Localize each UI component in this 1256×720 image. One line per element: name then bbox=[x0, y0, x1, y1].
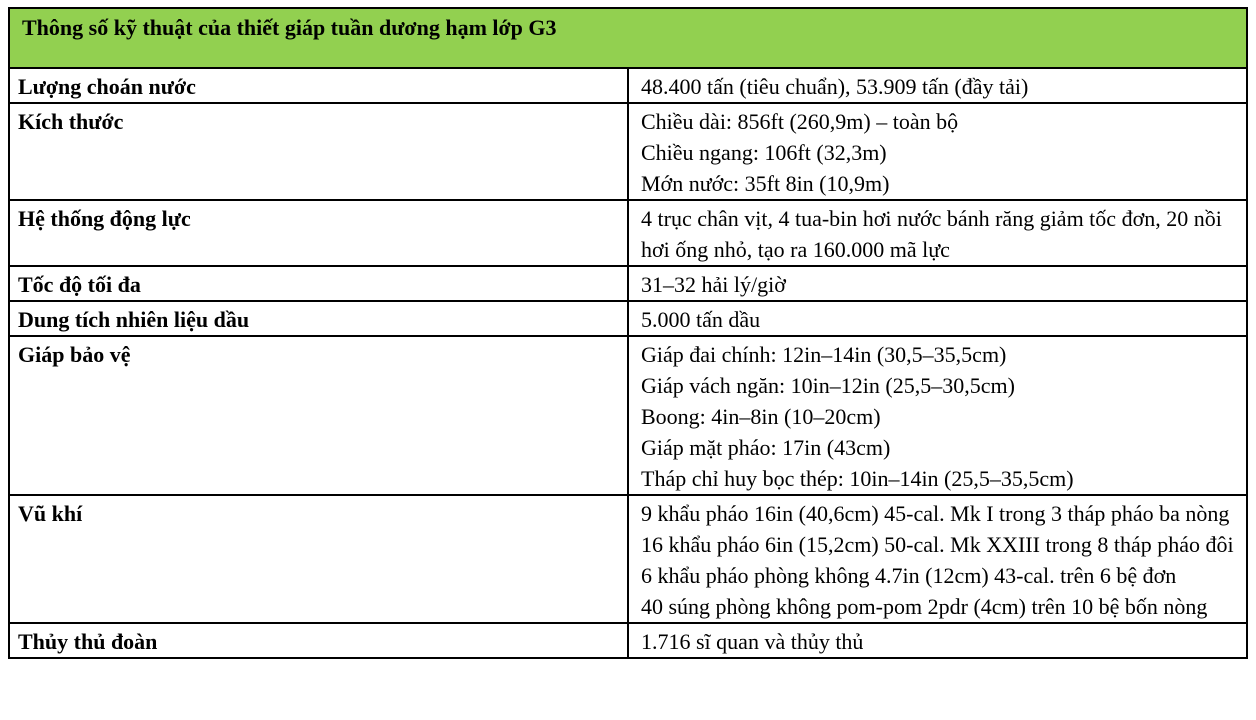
spec-value-line: 31–32 hải lý/giờ bbox=[641, 272, 786, 297]
spec-value-line: Tháp chỉ huy bọc thép: 10in–14in (25,5–35,5cm) bbox=[641, 466, 1074, 491]
spec-value-line: 48.400 tấn (tiêu chuẩn), 53.909 tấn (đầy tải) bbox=[641, 74, 1029, 99]
spec-label-dimensions: Kích thước bbox=[9, 103, 628, 200]
table-row bbox=[9, 495, 1247, 623]
table-row bbox=[9, 200, 1247, 266]
spec-value-line: Giáp mặt pháo: 17in (43cm) bbox=[641, 435, 891, 460]
spec-value-fuel-capacity bbox=[628, 301, 1247, 336]
spec-label-fuel-capacity: Dung tích nhiên liệu dầu bbox=[9, 301, 628, 336]
spec-value-line: 40 súng phòng không pom-pom 2pdr (4cm) trên 10 bệ bốn nòng bbox=[641, 594, 1208, 619]
table-row bbox=[9, 266, 1247, 301]
title-row bbox=[9, 8, 1247, 68]
spec-value-armor bbox=[628, 336, 1247, 495]
spec-value-dimensions bbox=[628, 103, 1247, 200]
table-row bbox=[9, 301, 1247, 336]
spec-value-max-speed bbox=[628, 266, 1247, 301]
table-row bbox=[9, 336, 1247, 495]
spec-value-line: 1.716 sĩ quan và thủy thủ bbox=[641, 629, 864, 654]
table-title: Thông số kỹ thuật của thiết giáp tuần dương hạm lớp G3 bbox=[9, 8, 1247, 68]
spec-label-crew: Thủy thủ đoàn bbox=[9, 623, 628, 658]
spec-label-armament: Vũ khí bbox=[9, 495, 628, 623]
spec-label-max-speed: Tốc độ tối đa bbox=[9, 266, 628, 301]
spec-value-line: 4 trục chân vịt, 4 tua-bin hơi nước bánh răng giảm tốc đơn, 20 nồi hơi ống nhỏ, tạo ra 160.000 mã lực bbox=[641, 206, 1222, 262]
table-row bbox=[9, 623, 1247, 658]
spec-value-line: 5.000 tấn dầu bbox=[641, 307, 761, 332]
spec-value-armament bbox=[628, 495, 1247, 623]
specifications-table bbox=[8, 7, 1248, 659]
spec-value-line: 9 khẩu pháo 16in (40,6cm) 45-cal. Mk I trong 3 tháp pháo ba nòng bbox=[641, 501, 1230, 526]
spec-value-displacement bbox=[628, 68, 1247, 103]
spec-label-propulsion: Hệ thống động lực bbox=[9, 200, 628, 266]
table-row bbox=[9, 103, 1247, 200]
spec-value-propulsion bbox=[628, 200, 1247, 266]
spec-value-line: 6 khẩu pháo phòng không 4.7in (12cm) 43-cal. trên 6 bệ đơn bbox=[641, 563, 1177, 588]
spec-value-crew bbox=[628, 623, 1247, 658]
spec-label-displacement: Lượng choán nước bbox=[9, 68, 628, 103]
spec-value-line: Mớn nước: 35ft 8in (10,9m) bbox=[641, 171, 890, 196]
spec-value-line: 16 khẩu pháo 6in (15,2cm) 50-cal. Mk XXIII trong 8 tháp pháo đôi bbox=[641, 532, 1234, 557]
spec-value-line: Boong: 4in–8in (10–20cm) bbox=[641, 404, 881, 429]
spec-value-line: Giáp đai chính: 12in–14in (30,5–35,5cm) bbox=[641, 342, 1007, 367]
spec-value-line: Chiều ngang: 106ft (32,3m) bbox=[641, 140, 887, 165]
table-row bbox=[9, 68, 1247, 103]
spec-value-line: Giáp vách ngăn: 10in–12in (25,5–30,5cm) bbox=[641, 373, 1015, 398]
spec-value-line: Chiều dài: 856ft (260,9m) – toàn bộ bbox=[641, 109, 959, 134]
spec-label-armor: Giáp bảo vệ bbox=[9, 336, 628, 495]
